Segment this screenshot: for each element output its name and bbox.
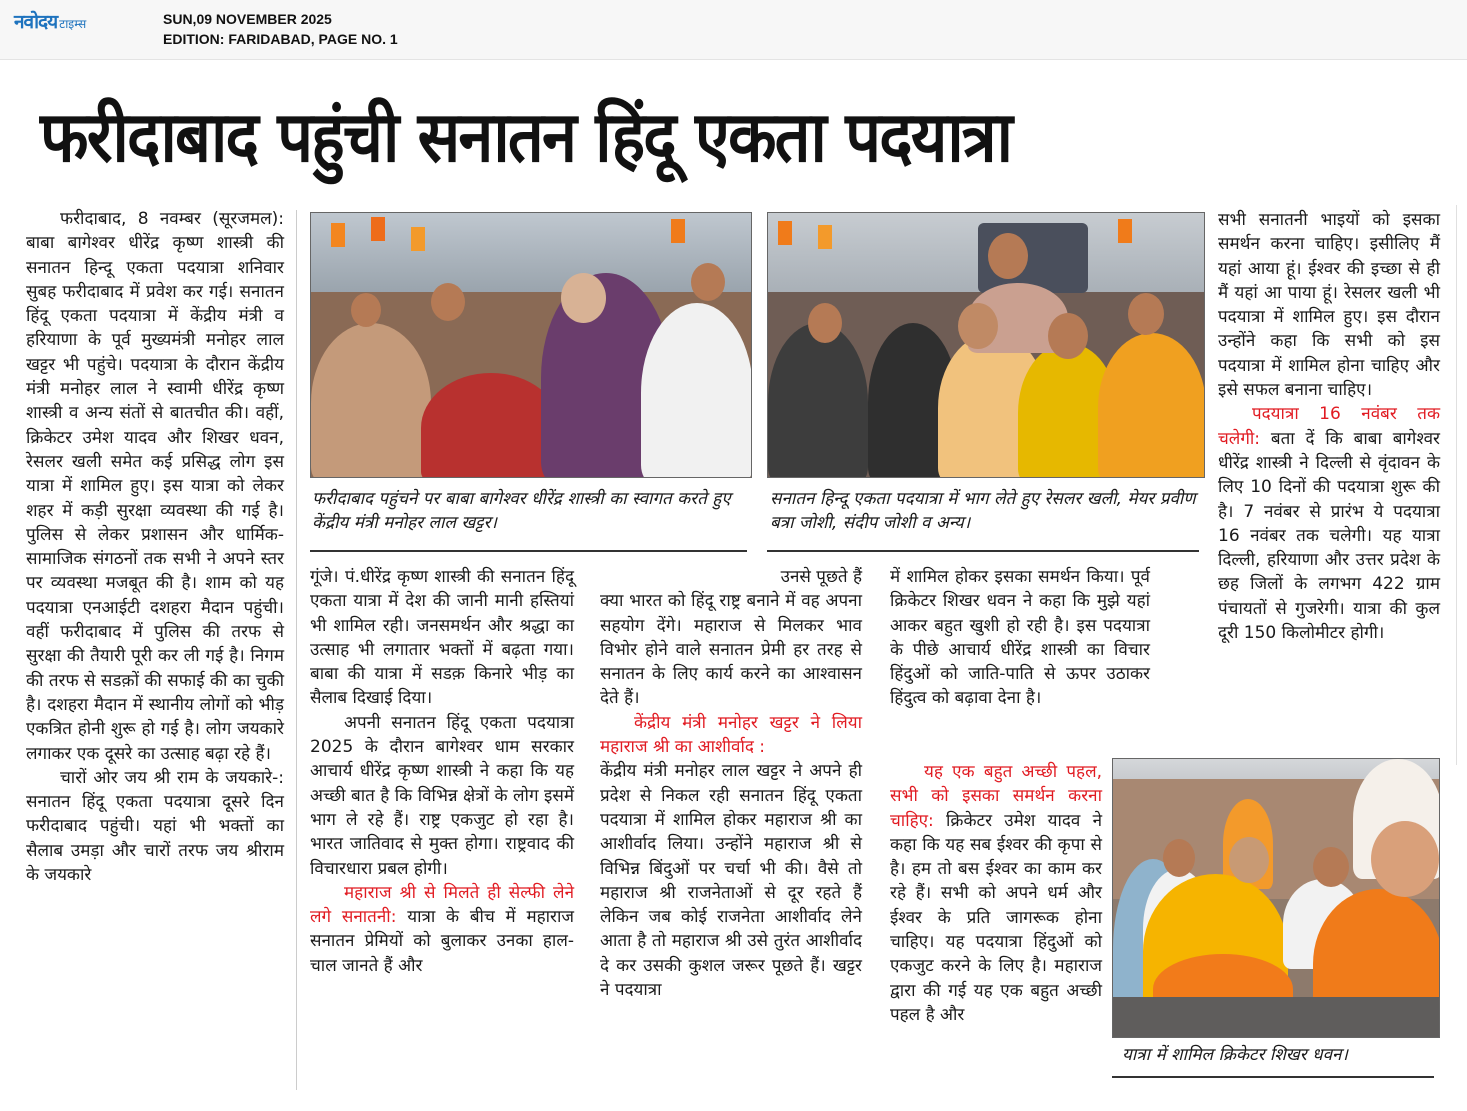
paragraph: बाबा बागेश्वर धीरेंद्र कृष्ण शास्त्री की सनातन हिन्दू एकता पदयात्रा शनिवार सुबह फरीदाबाद में प्रवेश कर गई। सनातन हिंदू एकता पदयात्रा में केंद्रीय मंत्री व हरियाणा के पूर्व मुख्यमंत्री मनोहर लाल खट्टर भी पहुंचे। पदयात्रा के दौरान केंद्रीय मंत्री मनोहर लाल ने स्वामी धीरेंद्र कृष्ण शास्त्री व अन्य संतों से बातचीत की। वहीं, क्रिकेटर उमेश यादव और शिखर धवन, रेसलर खली समेत कई प्रसिद्ध लोग इस यात्रा में शामिल हुए। इस यात्रा को लेकर शहर में कड़ी सुरक्षा व्यवस्था की गई है। पुलिस से लेकर प्रशासन और धार्मिक-सामाजिक संगठनों तक सभी ने अपने स्तर पर व्यवस्था मजबूत की है। शाम को यह पदयात्रा एनआईटी दशहरा मैदान पहुंची। वहीं फरीदाबाद में पुलिस की तरफ से सुरक्षा की तैयारी पूरी कर ली गई है। निगम की तरफ से सडक़ों की सफाई की का चुकी है। दशहरा मैदान में स्थानीय लोगों को भीड़ एकत्रित होनी शुरू हो गई है। लोग जयकारे लगाकर एक दूसरे का उत्साह बढ़ा रहे हैं। <box>26 233 284 764</box>
caption-rule <box>310 550 747 552</box>
subheading: यह एक बहुत अच्छी पहल, सभी को इसका समर्थन करना चाहिए: <box>890 762 1102 831</box>
paragraph: क्या भारत को हिंदू राष्ट्र बनाने में वह अपना सहयोग देंगे। महाराज से मिलकर भाव विभोर होने वाले सनातन प्रेमी हर तरह से सनातन के लिए कार्य करने का आश्वासन देते हैं। <box>600 591 862 709</box>
subheading: पदयात्रा 16 नवंबर तक चलेगी: <box>1218 404 1440 449</box>
article-column-5 <box>1218 208 1440 645</box>
article-column-3 <box>600 565 862 1002</box>
edition-meta <box>163 9 398 49</box>
paragraph: उनसे पूछते हैं <box>780 567 862 587</box>
page-right-edge <box>1456 205 1457 765</box>
paragraph: बता दें कि बाबा बागेश्वर धीरेंद्र शास्त्री ने दिल्ली से वृंदावन के लिए 10 दिनों की पदयात्रा शुरू की है। 7 नवंबर से प्रारंभ ये पदयात्रा 16 नवंबर तक चलेगी। यह यात्रा दिल्ली, हरियाणा और उत्तर प्रदेश के छह जिलों के लगभग 422 ग्राम पंचायतों से गुजरेगी। यात्रा की कुल दूरी 150 किलोमीटर होगी। <box>1218 428 1441 644</box>
column-divider <box>296 210 297 1090</box>
logo-sub: टाइम्स <box>59 17 87 31</box>
paragraph: यात्रा के बीच में महाराज सनातन प्रेमियों को बुलाकर उनका हाल-चाल जानते हैं और <box>310 907 575 976</box>
edition-info: EDITION: FARIDABAD, PAGE NO. 1 <box>163 31 398 47</box>
subheading: केंद्रीय मंत्री मनोहर खट्टर ने लिया महाराज श्री का आशीर्वाद : <box>600 712 862 758</box>
paragraph: अपनी सनातन हिंदू एकता पदयात्रा 2025 के दौरान बागेश्वर धाम सरकार आचार्य धीरेंद्र कृष्ण शास्त्री ने कहा कि यह अच्छी बात है कि विभिन्न क्षेत्रों के लोग इसमें भाग ले रहे हैं। राष्ट्र एकजुट हो रहा है। भारत जातिवाद से मुक्त होगा। राष्ट्रवाद की विचारधारा प्रबल होगी। <box>310 712 574 879</box>
paragraph: केंद्रीय मंत्री मनोहर लाल खट्टर ने अपने ही प्रदेश से निकल रही सनातन हिंदू एकता पदयात्रा में शामिल होकर महाराज श्री का आशीर्वाद लिया। उन्होंने महाराज श्री से विभिन्न बिंदुओं पर चर्चा भी की। वैसे तो महाराज श्री राजनेताओं से दूर रहते हैं लेकिन जब कोई राजनेता आशीर्वाद लेने आता है तो महाराज श्री उसे तुरंत आशीर्वाद दे कर उसकी कुशल जरूर पूछते हैं। खट्टर ने पदयात्रा <box>600 761 862 1001</box>
photo-shikhar-dhawan <box>1112 758 1440 1038</box>
subheading: महाराज श्री से मिलते ही सेल्फी लेने लगे सनातनी: <box>310 882 574 928</box>
article-column-4 <box>890 565 1150 711</box>
paragraph: में शामिल होकर इसका समर्थन किया। पूर्व क्रिकेटर शिखर धवन ने कहा कि मुझे यहां आकर बहुत खुशी हो रही है। इस पदयात्रा के पीछे आचार्य धीरेंद्र शास्त्री का विचार हिंदुओं को जाति-पाति से ऊपर उठाकर हिंदुत्व को बढ़ावा देना है। <box>890 567 1150 709</box>
paragraph: गूंजे। पं.धीरेंद्र कृष्ण शास्त्री की सनातन हिंदू एकता यात्रा में देश की जानी मानी हस्तियां भी शामिल रही। जनसमर्थन और श्रद्धा का उत्साह भी लगातार भक्तों में बढ़ता गया। बाबा की यात्रा में सडक़ किनारे भीड़ का सैलाब दिखाई दिया। <box>310 567 574 709</box>
photo-caption: फरीदाबाद पहुंचने पर बाबा बागेश्वर धीरेंद्र शास्त्री का स्वागत करते हुए केंद्रीय मंत्री मनोहर लाल खट्टर। <box>312 489 731 533</box>
newspaper-logo <box>14 8 86 34</box>
article-column-2 <box>310 565 574 978</box>
paragraph: सभी सनातनी भाइयों को इसका समर्थन करना चाहिए। इसीलिए मैं यहां आया हूं। ईश्वर की इच्छा से ही मैं यहां आ पाया हूं। रेसलर खली भी पदयात्रा में शामिल हुए। इस दौरान उन्होंने कहा कि सभी को इस पदयात्रा में शामिल होना चाहिए और इसे सफल बनाना चाहिए। <box>1218 210 1440 401</box>
page-headline: फरीदाबाद पहुंची सनातन हिंदू एकता पदयात्रा <box>40 96 1012 178</box>
photo-khattar-welcome <box>310 212 752 478</box>
photo-khali-group <box>767 212 1205 478</box>
photo-caption: यात्रा में शामिल क्रिकेटर शिखर धवन। <box>1122 1045 1348 1065</box>
dateline: फरीदाबाद, 8 नवम्बर (सूरजमल): <box>60 209 284 229</box>
top-bar <box>0 0 1467 60</box>
article-column-1 <box>26 207 284 887</box>
article-column-4-lower <box>890 760 1102 1027</box>
caption-rule <box>767 550 1199 552</box>
paragraph: क्रिकेटर उमेश यादव ने कहा कि यह सब ईश्वर की कृपा से है। हम तो बस ईश्वर का काम कर रहे हैं। सभी को अपने धर्म और ईश्वर के प्रति जागरूक होना चाहिए। यह पदयात्रा हिंदुओं को एकजुट करने के लिए है। महाराज द्वारा की गई यह एक बहुत अच्छी पहल है और <box>890 810 1103 1025</box>
caption-rule <box>1112 1076 1434 1078</box>
logo-main: नवोदय <box>14 11 58 33</box>
photo-caption: सनातन हिन्दू एकता पदयात्रा में भाग लेते हुए रेसलर खली, मेयर प्रवीण बत्रा जोशी, संदीप जोशी व अन्य। <box>770 489 1196 533</box>
publish-date: SUN,09 NOVEMBER 2025 <box>163 11 332 27</box>
paragraph: चारों ओर जय श्री राम के जयकारे-: सनातन हिंदू एकता पदयात्रा दूसरे दिन फरीदाबाद पहुंची। यहां भी भक्तों का सैलाब उमड़ा और चारों तरफ जय श्रीराम के जयकारे <box>26 767 284 886</box>
